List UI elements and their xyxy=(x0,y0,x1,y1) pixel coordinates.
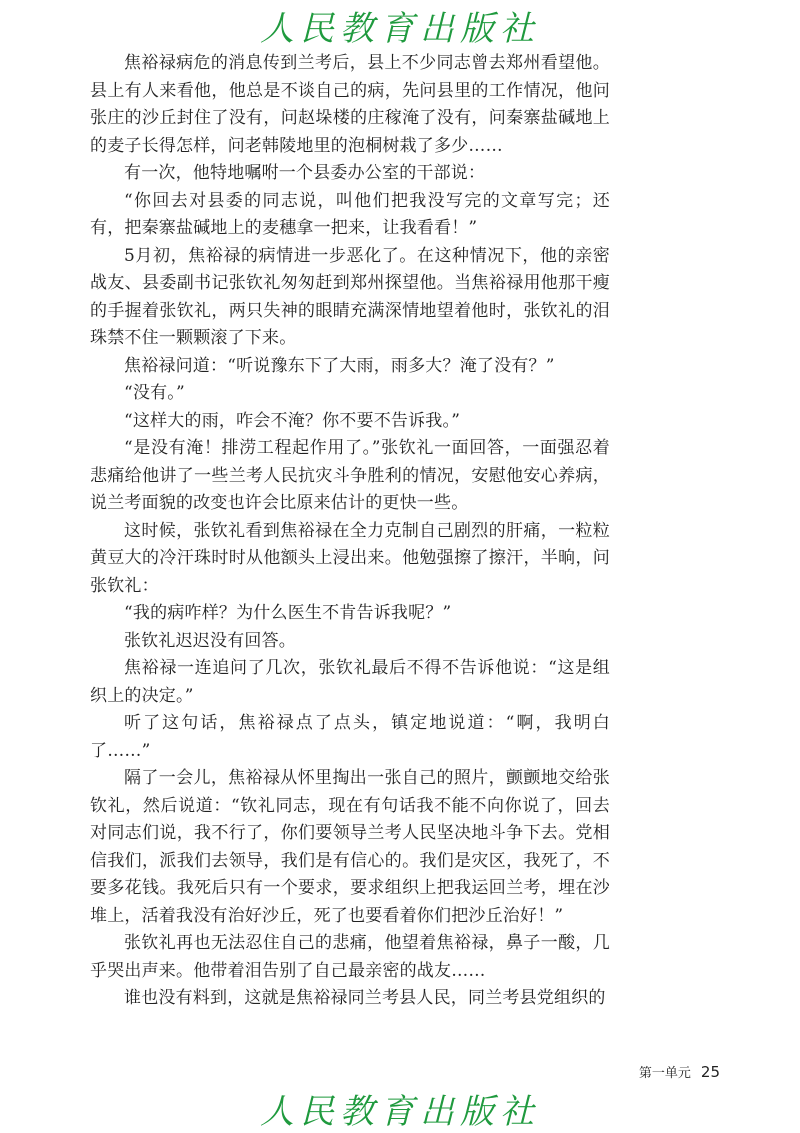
paragraph: “没有。” xyxy=(124,383,185,403)
paragraph: “我的病咋样？为什么医生不肯告诉我呢？” xyxy=(124,603,452,623)
article-body xyxy=(90,50,610,1013)
paragraph: 焦裕禄问道：“听说豫东下了大雨，雨多大？淹了没有？” xyxy=(124,355,555,376)
paragraph: 谁也没有料到，这就是焦裕禄同兰考县人民，同兰考县党组织的 xyxy=(124,988,606,1008)
paragraph: “这样大的雨，咋会不淹？你不要不告诉我。” xyxy=(124,410,461,431)
paragraph: 隔了一会儿，焦裕禄从怀里掏出一张自己的照片，颤颤地交给张钦礼，然后说道：“钦礼同志，现在有句话我不能不向你说了，回去对同志们说，我不行了，你们要领导兰考人民坚决地斗争下去。党相信我们，派我们去领导，我们是有信心的。我们是灾区，我死了，不要多花钱。我死后只有一个要求，要求组织上把我运回兰考，埋在沙堆上，活着我没有治好沙丘，死了也要看着你们把沙丘治好！” xyxy=(90,768,610,926)
paragraph: “是没有淹！排涝工程起作用了。”张钦礼一面回答，一面强忍着悲痛给他讲了一些兰考人民抗灾斗争胜利的情况，安慰他安心养病，说兰考面貌的改变也许会比原来估计的更快一些。 xyxy=(90,438,610,513)
paragraph: 张钦礼迟迟没有回答。 xyxy=(124,630,296,651)
paragraph: 张钦礼再也无法忍住自己的悲痛，他望着焦裕禄，鼻子一酸，几乎哭出声来。他带着泪告别了自己最亲密的战友…… xyxy=(90,933,610,981)
paragraph: “你回去对县委的同志说，叫他们把我没写完的文章写完；还有，把秦寨盐碱地上的麦穗拿一把来，让我看看！” xyxy=(90,190,610,238)
unit-label: 第一单元 xyxy=(638,1066,691,1081)
paragraph: 5月初，焦裕禄的病情进一步恶化了。在这种情况下，他的亲密战友、县委副书记张钦礼匆匆赶到郑州探望他。当焦裕禄用他那干瘦的手握着张钦礼，两只失神的眼睛充满深情地望着他时，张钦礼的泪珠禁不住一颗颗滚了下来。 xyxy=(90,245,610,348)
paragraph: 有一次，他特地嘱咐一个县委办公室的干部说： xyxy=(124,163,486,183)
publisher-logo-footer: 人民教育出版社 xyxy=(260,1092,540,1132)
page-number: 25 xyxy=(700,1063,720,1081)
page-footer xyxy=(600,1062,720,1081)
paragraph: 焦裕禄一连追问了几次，张钦礼最后不得不告诉他说：“这是组织上的决定。” xyxy=(90,658,610,706)
paragraph: 焦裕禄病危的消息传到兰考后，县上不少同志曾去郑州看望他。县上有人来看他，他总是不谈自己的病，先问县里的工作情况，他问张庄的沙丘封住了没有，问赵垛楼的庄稼淹了没有，问秦寨盐碱地上的麦子长得怎样，问老韩陵地里的泡桐树栽了多少…… xyxy=(90,53,610,156)
publisher-logo-header: 人民教育出版社 xyxy=(260,8,540,49)
paragraph: 听了这句话，焦裕禄点了点头，镇定地说道：“啊，我明白了……” xyxy=(90,713,610,761)
paragraph: 这时候，张钦礼看到焦裕禄在全力克制自己剧烈的肝痛，一粒粒黄豆大的冷汗珠时时从他额头上浸出来。他勉强擦了擦汗，半晌，问张钦礼： xyxy=(90,520,610,596)
